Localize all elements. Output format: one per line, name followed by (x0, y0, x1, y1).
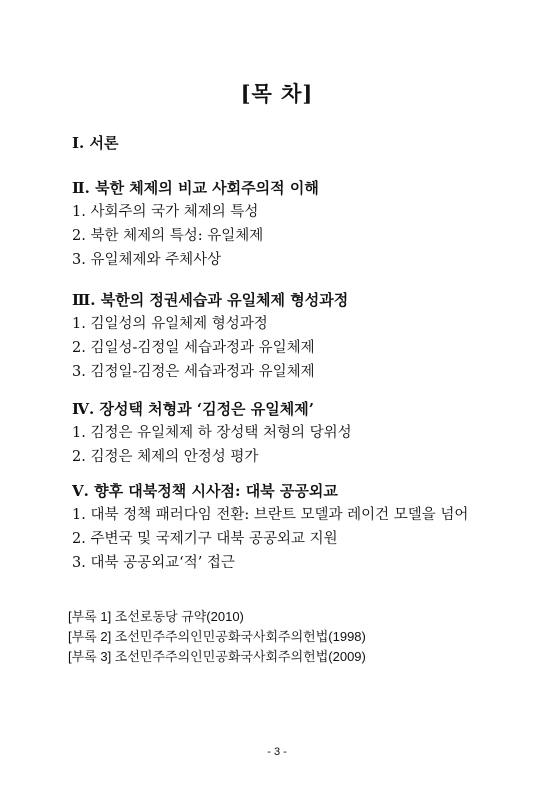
section-item: 3. 김정일-김정은 세습과정과 유일체제 (72, 364, 315, 380)
section-item: 1. 김일성의 유일체제 형성과정 (72, 316, 268, 332)
section-heading: Ⅳ. 장성택 처형과 ‘김정은 유일체제’ (72, 400, 314, 418)
section-item: 3. 유일체제와 주체사상 (72, 252, 222, 268)
section-item: 2. 북한 체제의 특성: 유일체제 (72, 228, 264, 244)
section-heading: Ⅱ. 북한 체제의 비교 사회주의적 이해 (72, 179, 319, 197)
page-number: - 3 - (267, 746, 287, 758)
toc-section-2 (72, 176, 502, 272)
section-item: 1. 대북 정책 패러다임 전환: 브란트 모델과 레이건 모델을 넘어 (72, 507, 469, 523)
toc-title: [목 차] (240, 81, 314, 106)
section-heading: Ⅴ. 향후 대북정책 시사점: 대북 공공외교 (72, 482, 338, 500)
section-item: 1. 김정은 유일체제 하 장성택 처형의 당위성 (72, 425, 352, 441)
toc-section-3 (72, 288, 502, 384)
appendix-item: [부록 1] 조선로동당 규약(2010) (68, 609, 244, 624)
section-item: 2. 김정은 체제의 안정성 평가 (72, 449, 259, 465)
toc-section-4 (72, 397, 502, 469)
toc-section-1 (72, 131, 502, 155)
appendix-item: [부록 2] 조선민주주의인민공화국사회주의헌법(1998) (68, 629, 366, 644)
appendix-item: [부록 3] 조선민주주의인민공화국사회주의헌법(2009) (68, 649, 366, 664)
section-item: 2. 김일성-김정일 세습과정과 유일체제 (72, 340, 315, 356)
appendix-list (68, 607, 508, 667)
section-heading: Ⅰ. 서론 (72, 134, 119, 152)
section-item: 1. 사회주의 국가 체제의 특성 (72, 204, 259, 220)
section-item: 2. 주변국 및 국제기구 대북 공공외교 지원 (72, 531, 338, 547)
section-item: 3. 대북 공공외교‘적’ 접근 (72, 555, 235, 571)
section-heading: Ⅲ. 북한의 정권세습과 유일체제 형성과정 (72, 291, 349, 309)
toc-section-5 (72, 479, 502, 575)
